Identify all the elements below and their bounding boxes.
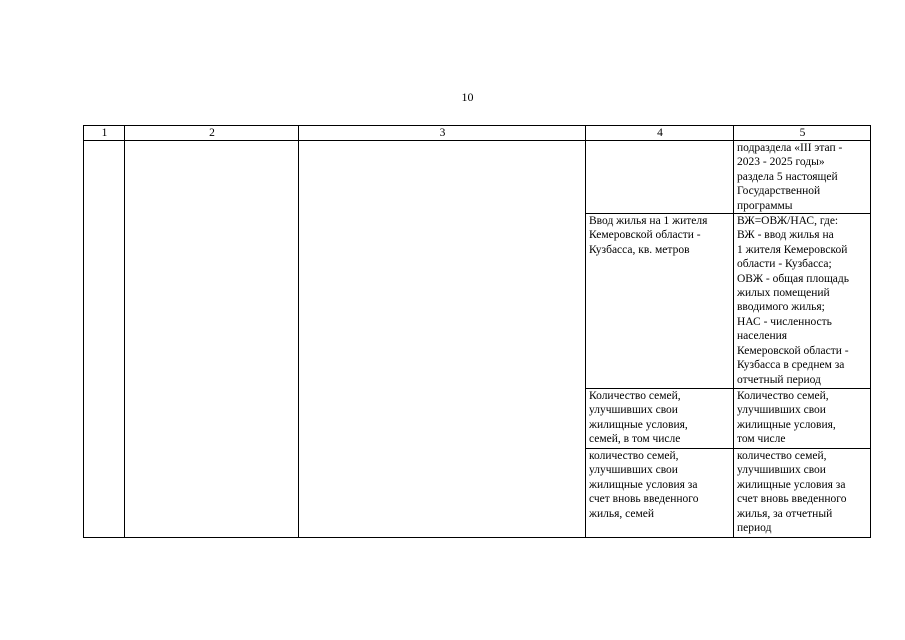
indicator-cell: Ввод жилья на 1 жителя Кемеровской области - Кузбасса, кв. метров (586, 214, 734, 389)
column-header-4: 4 (586, 126, 734, 141)
goal-cell (299, 141, 586, 538)
header-row (84, 126, 871, 141)
indicator-cell: количество семей, улучшивших свои жилищные условия за счет вновь введенного жилья, семей (586, 449, 734, 538)
column-header-1: 1 (84, 126, 125, 141)
page-number: 10 (461, 90, 474, 104)
program-cell (125, 141, 299, 538)
method-cell: Количество семей, улучшивших свои жилищные условия, том числе (734, 389, 871, 449)
document-table (83, 125, 871, 538)
method-cell: количество семей, улучшивших свои жилищные условия за счет вновь введенного жилья, за отчетный период (734, 449, 871, 538)
method-cell: подраздела «III этап - 2023 - 2025 годы» раздела 5 настоящей Государственной программы (734, 141, 871, 214)
indicator-cell: Количество семей, улучшивших свои жилищные условия, семей, в том числе (586, 389, 734, 449)
method-cell: ВЖ=ОВЖ/НАС, где: ВЖ - ввод жилья на 1 жителя Кемеровской области - Кузбасса; ОВЖ - общая площадь жилых помещений вводимого жилья; НАС - численность населения Кемеровской области - Кузбасса в среднем за отчетный период (734, 214, 871, 389)
indicator-cell (586, 141, 734, 214)
number-cell (84, 141, 125, 538)
table-row (84, 141, 871, 214)
column-header-3: 3 (299, 126, 586, 141)
column-header-2: 2 (125, 126, 299, 141)
column-header-5: 5 (734, 126, 871, 141)
